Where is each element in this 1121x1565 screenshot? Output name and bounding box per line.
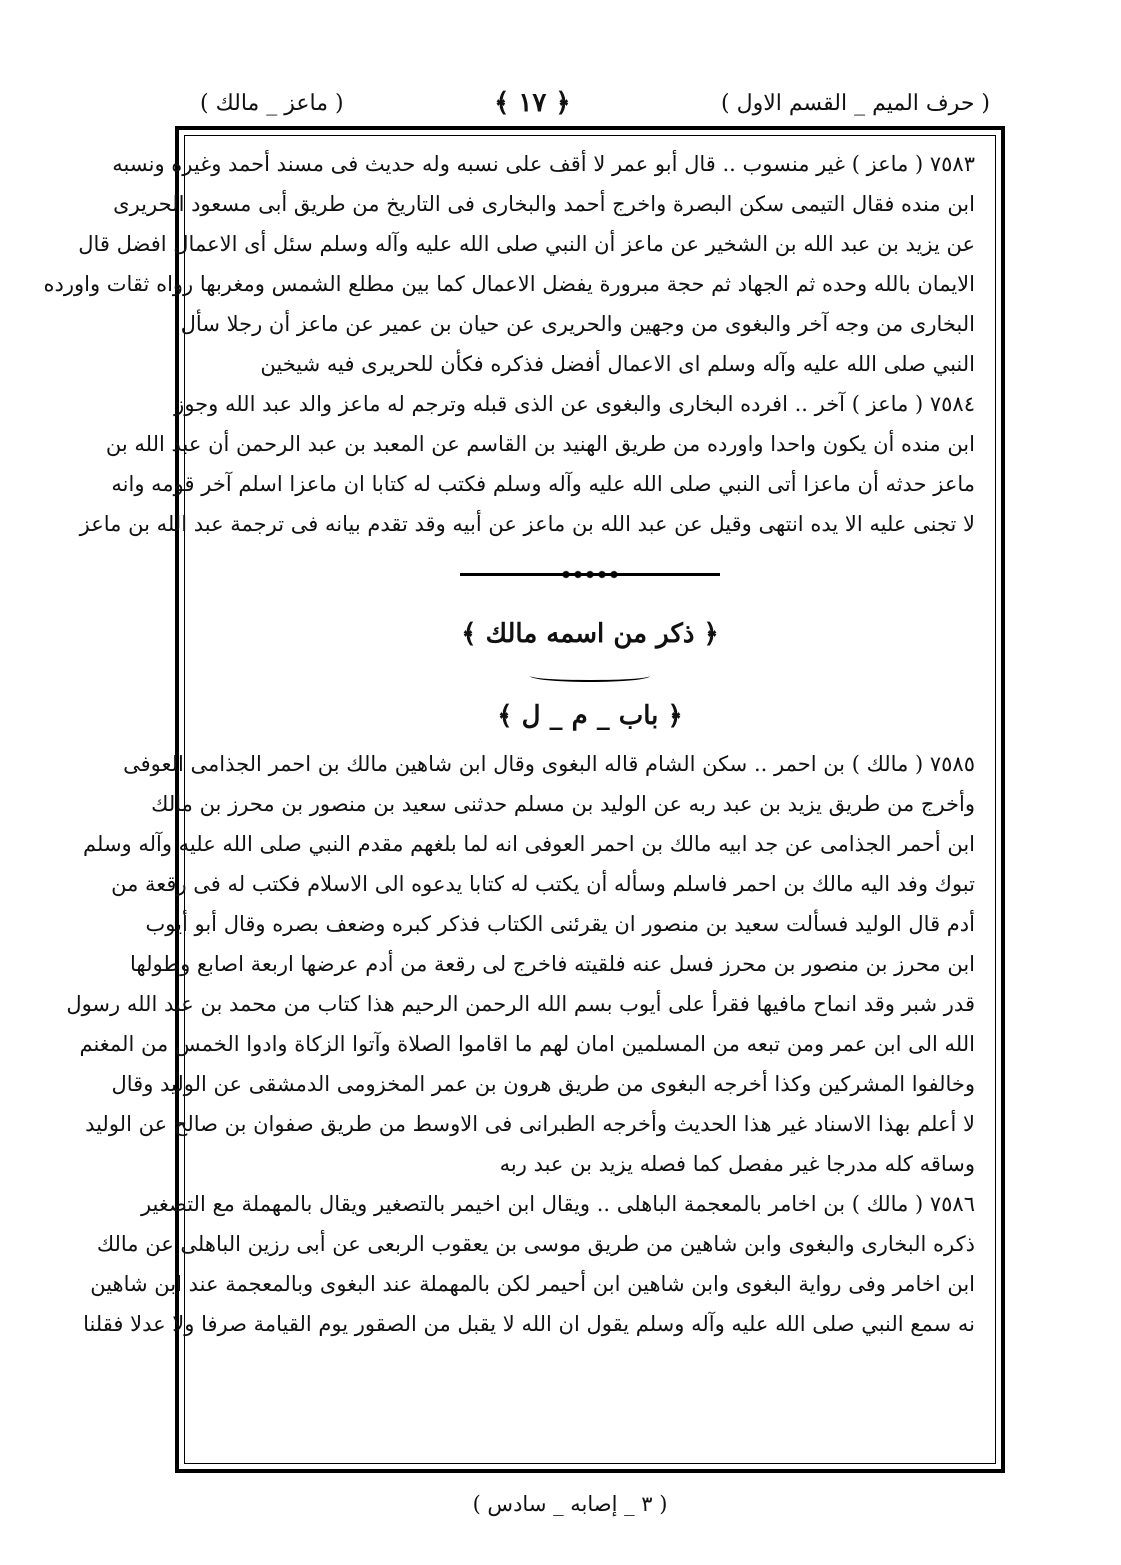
text-line: ٧٥٨٤ ( ماعز ) آخر .. افرده البخارى والبغوى عن الذى قبله وترجم له ماعز والد عبد الله وجوز [174,392,975,416]
text-line: ٧٥٨٥ ( مالك ) بن احمر .. سكن الشام قاله البغوى وقال ابن شاهين مالك بن احمر الجذامى العوفى [123,752,975,776]
text-line: ابن منده أن يكون واحدا واورده من طريق الهنيد بن القاسم عن المعبد بن عبد الرحمن أن عبد الله بن [105,432,975,456]
text-line: النبي صلى الله عليه وآله وسلم اى الاعمال أفضل فذكره فكأن للحريرى فيه شيخين [260,352,975,376]
header-entry-range: ( ماعز _ مالك ) [200,90,344,116]
text-line: عن يزيد بن عبد الله بن الشخير عن ماعز أن النبي صلى الله عليه وآله وسلم سئل أى الاعمال افضل قال [78,232,975,256]
text-line: البخارى من وجه آخر والبغوى من وجهين والحريرى عن حيان بن عمير عن ماعز أن رجلا سأل [180,312,975,336]
text-line: الله الى ابن عمر ومن تبعه من المسلمين امان لهم ما اقاموا الصلاة وآتوا الزكاة وادوا الخمس من المغنم [79,1032,975,1056]
chapter-title: ﴿ باب _ م _ ل ﴾ [497,701,683,731]
text-line: ابن أحمر الجذامى عن جد ابيه مالك بن احمر العوفى انه لما بلغهم مقدم النبي صلى الله عليه وآله وسلم [83,832,975,856]
text-line: ماعز حدثه أن ماعزا أتى النبي صلى الله عليه وآله وسلم فكتب له كتابا ان ماعزا اسلم آخر قومه وانه [111,472,975,496]
text-line: وساقه كله مدرجا غير مفصل كما فصله يزيد بن عبد ربه [499,1152,975,1176]
header-section-label: ( حرف الميم _ القسم الاول ) [721,90,990,116]
text-line: ٧٥٨٣ ( ماعز ) غير منسوب .. قال أبو عمر لا أقف على نسبه وله حديث فى مسند أحمد وغيره ونسبه [112,152,975,176]
text-line: تبوك وفد اليه مالك بن احمر فاسلم وسأله أن يكتب له كتابا يدعوه الى الاسلام فكتب له فى رقعة من [111,872,975,896]
text-line: نه سمع النبي صلى الله عليه وآله وسلم يقول ان الله لا يقبل من الصقور يوم القيامة صرفا ولا عدلا فقلنا [83,1312,975,1336]
text-line: لا أعلم بهذا الاسناد غير هذا الحديث وأخرجه الطبرانى فى الاوسط من طريق صفوان بن صالح عن الوليد [85,1112,975,1136]
page-header [200,86,990,120]
title-ornament [205,664,975,688]
text-line: أدم قال الوليد فسألت سعيد بن منصور ان يقرئنى الكتاب فذكر كبره وضعف بصره وقال أبو أيوب [145,912,975,936]
page-frame-inner [43,135,996,1464]
text-line: لا تجنى عليه الا يده انتهى وقيل عن عبد الله بن ماعز عن أبيه وقد تقدم بيانه فى ترجمة عبد الله بن ماعز [79,512,975,536]
text-line: وخالفوا المشركين وكذا أخرجه البغوى من طريق هرون بن عمر المخزومى الدمشقى عن الوليد وقال [111,1072,975,1096]
page-number: ﴿ ١٧ ﴾ [494,88,571,118]
text-line: الايمان بالله وحده ثم الجهاد ثم حجة مبرورة يفضل الاعمال كما بين مطلع الشمس ومغربها رواه ثقات واورده [43,272,975,296]
page-frame [43,126,1005,1473]
text-line: ذكره البخارى والبغوى وابن شاهين من طريق موسى بن يعقوب الربعى عن أبى رزين الباهلى عن مالك [96,1232,975,1256]
text-line: ابن منده فقال التيمى سكن البصرة واخرج أحمد والبخارى فى التاريخ من طريق أبى مسعود الحريرى [113,192,975,216]
text-line: ٧٥٨٦ ( مالك ) بن اخامر بالمعجمة الباهلى .. ويقال ابن اخيمر بالتصغير ويقال بالمهملة مع التصغير [140,1192,975,1216]
text-line: وأخرج من طريق يزيد بن عبد ربه عن الوليد بن مسلم حدثنى سعيد بن منصور بن محرز بن مالك [151,792,975,816]
text-line: ابن محرز بن منصور بن محرز فسل عنه فلقيته فاخرج لى رقعة من أدم عرضها اربعة اصابع وطولها [130,952,975,976]
page-content [43,144,975,1455]
page-footer-signature: ( ٣ _ إصابه _ سادس ) [472,1492,668,1516]
section-title: ﴿ ذكر من اسمه مالك ﴾ [461,619,719,649]
text-line: قدر شبر وقد انماح مافيها فقرأ على أيوب بسم الله الرحمن الرحيم هذا كتاب من محمد بن عبد الله رسول [66,992,975,1016]
text-line: ابن اخامر وفى رواية البغوى وابن شاهين ابن أحيمر لكن بالمهملة عند البغوى وبالمعجمة عند ابن شاهين [90,1272,975,1296]
section-divider [205,544,975,604]
